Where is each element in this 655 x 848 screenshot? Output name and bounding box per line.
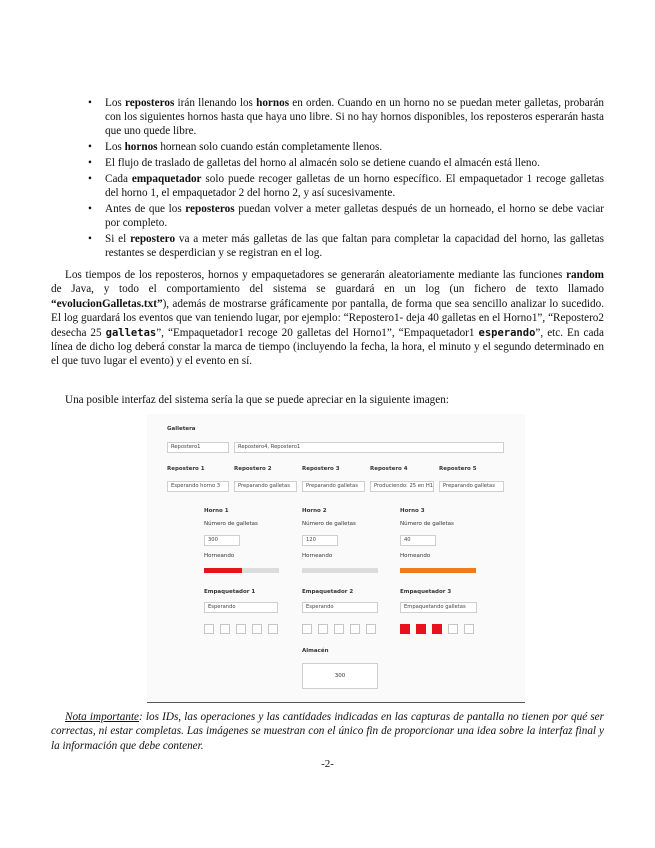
horno-count: 120 [302, 535, 338, 546]
slot-square [350, 624, 360, 634]
bullet-icon: • [88, 97, 92, 109]
important-note: Nota importante: los IDs, las operaciones y las cantidades indicadas en las capturas de pantalla no tienen por qué ser correctas, ni estar completas. Las imágenes se muestran con el único fin de proporcionar una idea sobre la interfaz final y la información que debe contener. [51, 711, 605, 752]
repostero-label: Repostero 1 [167, 466, 205, 472]
horno-progress-fill [204, 568, 242, 573]
slot-square [268, 624, 278, 634]
slot-square [334, 624, 344, 634]
list-item: • Los hornos hornean solo cuando están completamente llenos. [88, 141, 383, 153]
bullet-icon: • [88, 157, 92, 169]
list-item: • El flujo de traslado de galletas del horno al almacén solo se detiene cuando el almacén está lleno. [88, 157, 540, 169]
repostero-label: Repostero 3 [302, 466, 340, 472]
horno-progress-bar [204, 568, 279, 573]
figure-title: Galletera [167, 426, 196, 432]
horno-count-label: Número de galletas [302, 521, 356, 527]
bullet-icon: • [88, 203, 92, 215]
empaquetador-title: Empaquetador 2 [302, 589, 354, 595]
horno-count-label: Número de galletas [204, 521, 258, 527]
horno-state: Horneando [400, 553, 431, 559]
almacen-count: 300 [302, 663, 378, 689]
horno-title: Horno 1 [204, 508, 229, 514]
horno-title: Horno 2 [302, 508, 327, 514]
top-left-field: Repostero1 [167, 442, 229, 453]
slot-square [302, 624, 312, 634]
repostero-label: Repostero 5 [439, 466, 477, 472]
list-item: • Los reposteros irán llenando los hornos en orden. Cuando en un horno no se puedan meter galletas, probarán con los siguientes hornos hasta que haya uno libre. Si no hay hornos disponibles, los reposteros esperarán hasta que uno quede libre. [88, 97, 605, 137]
repostero-status: Preparando galletas [439, 481, 504, 492]
slot-square [400, 624, 410, 634]
almacen-label: Almacén [302, 648, 329, 654]
empaquetador-status: Esperando [302, 602, 378, 613]
repostero-status: Esperando horno 3 [167, 481, 229, 492]
requirements-list [88, 96, 604, 262]
interface-intro: Una posible interfaz del sistema sería la que se puede apreciar en la siguiente imagen: [65, 394, 449, 406]
repostero-status: Produciendo: 25 en H1 [370, 481, 434, 492]
note-label: Nota importante [65, 711, 140, 723]
empaquetador-status: Empaquetando galletas [400, 602, 477, 613]
horno-count: 300 [204, 535, 240, 546]
galletera-screenshot [147, 414, 525, 703]
slot-square [236, 624, 246, 634]
empaquetador-status: Esperando [204, 602, 278, 613]
slot-square [432, 624, 442, 634]
horno-title: Horno 3 [400, 508, 425, 514]
empaquetador-title: Empaquetador 3 [400, 589, 452, 595]
log-paragraph: Los tiempos de los reposteros, hornos y empaquetadores se generarán aleatoriamente mediante las funciones random de Java, y todo el comportamiento del sistema se guardará en un log (un fichero de texto llamado “evolucionGalletas.txt”), además de mostrarse gráficamente por pantalla, de forma que sea sencillo analizar lo sucedido. El log guardará los eventos que van teniendo lugar, por ejemplo: “Repostero1- deja 40 galletas en el Horno1”, “Repostero2 desecha 25 galletas”, “Empaquetador1 recoge 20 galletas del Horno1”, “Empaquetador1 esperando”, etc. En cada línea de dicho log deberá constar la marca de tiempo (incluyendo la fecha, la hora, el minuto y el segundo determinado en el que tuvo lugar el evento) y el evento en sí. [51, 269, 604, 368]
slot-square [252, 624, 262, 634]
top-right-field: Repostero4, Repostero1 [234, 442, 504, 453]
horno-progress-bar [400, 568, 476, 573]
horno-progress-bar [302, 568, 378, 573]
horno-state: Horneando [204, 553, 235, 559]
horno-state: Horneando [302, 553, 333, 559]
repostero-label: Repostero 2 [234, 466, 272, 472]
slot-square [448, 624, 458, 634]
bullet-icon: • [88, 233, 92, 245]
horno-count: 40 [400, 535, 436, 546]
empaquetador-title: Empaquetador 1 [204, 589, 256, 595]
list-item: • Si el repostero va a meter más galletas de las que faltan para completar la capacidad del horno, las galletas restantes se desperdician y se registran en el log. [88, 233, 604, 259]
bullet-icon: • [88, 173, 92, 185]
list-item: • Antes de que los reposteros puedan volver a meter galletas después de un horneado, el horno se debe vaciar por completo. [88, 203, 605, 229]
slot-square [220, 624, 230, 634]
page-number: -2- [321, 758, 334, 770]
slot-square [464, 624, 474, 634]
repostero-status: Preparando galletas [234, 481, 297, 492]
list-item: • Cada empaquetador solo puede recoger galletas de un horno específico. El empaquetador 1 recoge galletas del horno 1, el empaquetador 2 del horno 2, y así sucesivamente. [88, 173, 605, 199]
slot-square [416, 624, 426, 634]
repostero-status: Preparando galletas [302, 481, 365, 492]
slot-square [318, 624, 328, 634]
bullet-icon: • [88, 141, 92, 153]
slot-square [366, 624, 376, 634]
horno-count-label: Número de galletas [400, 521, 454, 527]
slot-square [204, 624, 214, 634]
horno-progress-fill [400, 568, 476, 573]
repostero-label: Repostero 4 [370, 466, 408, 472]
